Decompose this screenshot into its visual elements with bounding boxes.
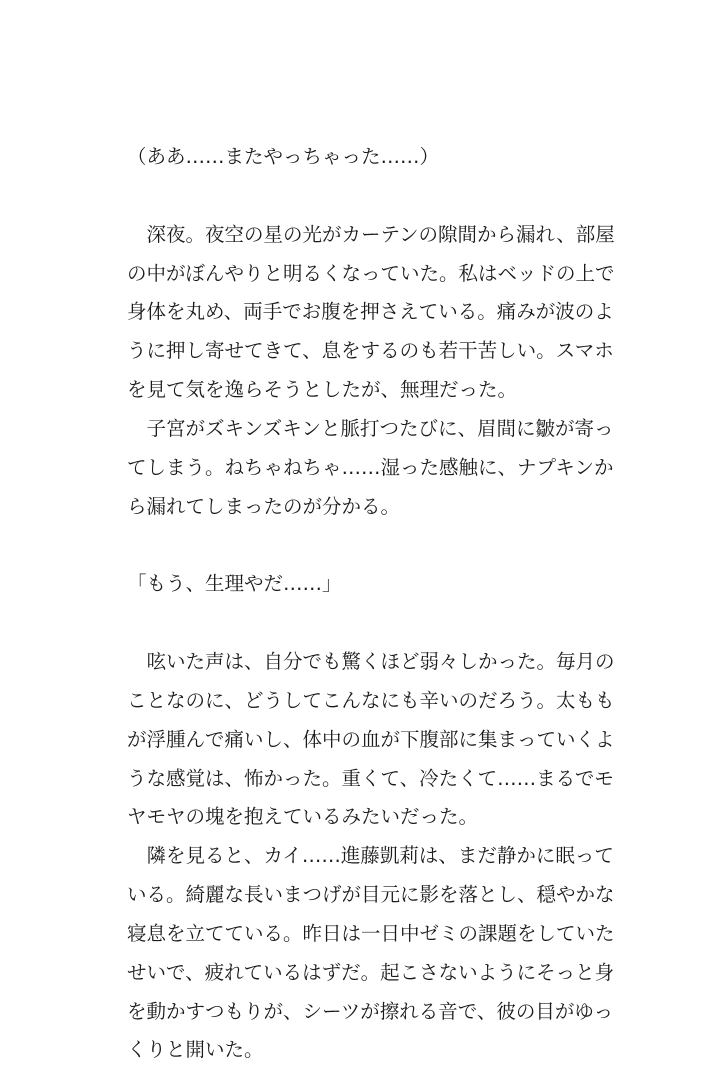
text-line: せいで、疲れているはずだ。起こさないようにそっと身 [127, 960, 615, 984]
text-line: を見て気を逸らそうとしたが、無理だった。 [127, 378, 518, 402]
text-line: 「もう、生理やだ……」 [127, 572, 342, 596]
text-line: 深夜。夜空の星の光がカーテンの隙間から漏れ、部屋 [127, 222, 615, 246]
text-line: くりと開いた。 [127, 1038, 264, 1062]
text-line: （ああ……またやっちゃった……） [127, 145, 440, 168]
blank-line [127, 526, 607, 565]
body-text [127, 138, 615, 1070]
text-line: 身体を丸め、両手でお腹を押さえている。痛みが波のよ [127, 300, 614, 324]
blank-line [127, 177, 607, 216]
text-line: てしまう。ねちゃねちゃ……湿った感触に、ナプキンか [127, 455, 614, 479]
text-line: を動かすつもりが、シーツが擦れる音で、彼の目がゆっ [127, 999, 614, 1023]
text-line: うに押し寄せてきて、息をするのも若干苦しい。スマホ [127, 339, 614, 363]
text-line: ヤモヤの塊を抱えているみたいだった。 [127, 805, 479, 829]
text-line: が浮腫んで痛いし、体中の血が下腹部に集まっていくよ [127, 727, 615, 751]
text-line: 呟いた声は、自分でも驚くほど弱々しかった。毎月の [127, 649, 615, 673]
text-line: ら漏れてしまったのが分かる。 [127, 494, 401, 518]
text-line: 寝息を立てている。昨日は一日中ゼミの課題をしていた [127, 921, 615, 945]
text-line: ことなのに、どうしてこんなにも辛いのだろう。太もも [127, 688, 615, 712]
text-line: の中がぼんやりと明るくなっていた。私はベッドの上で [127, 261, 615, 285]
text-line: 子宮がズキンズキンと脈打つたびに、眉間に皺が寄っ [127, 416, 614, 440]
text-line: 隣を見ると、カイ……進藤凱莉は、まだ静かに眠って [127, 844, 614, 868]
text-line: いる。綺麗な長いまつげが目元に影を落とし、穏やかな [127, 883, 615, 907]
blank-line [127, 604, 607, 643]
text-line: うな感覚は、怖かった。重くて、冷たくて……まるでモ [127, 766, 614, 790]
